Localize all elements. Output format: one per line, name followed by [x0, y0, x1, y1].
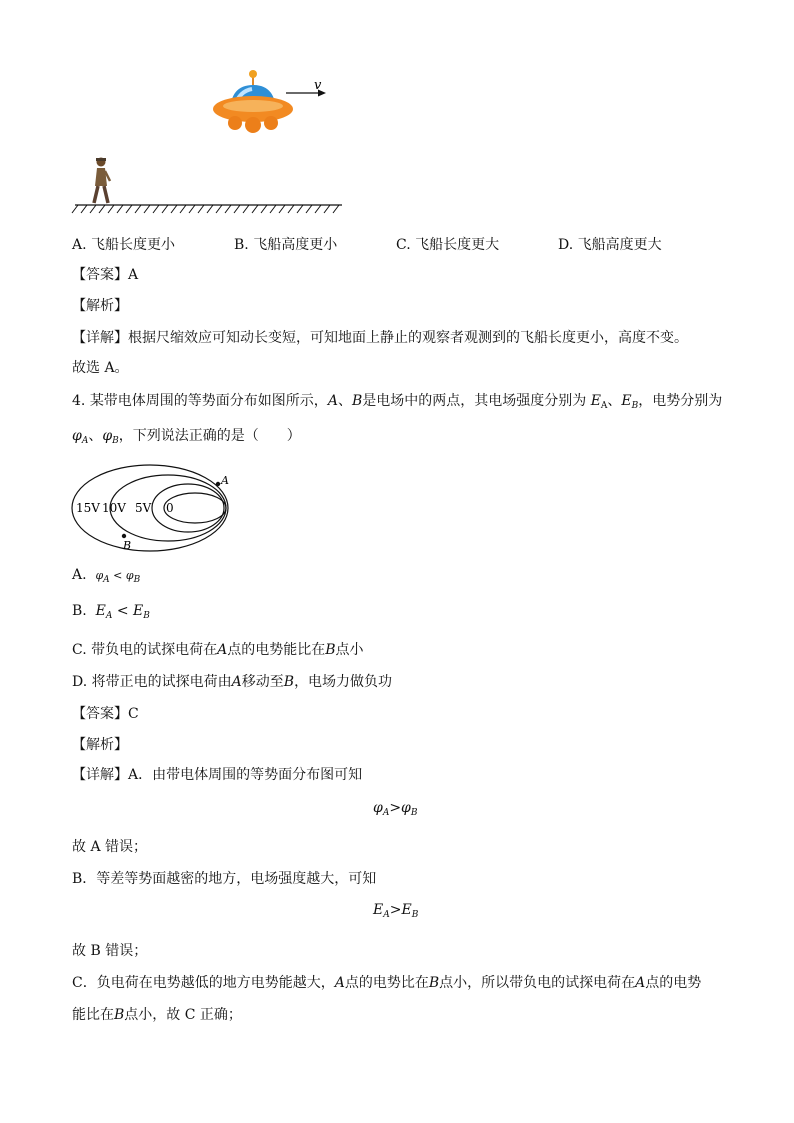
- hatch-mark: [108, 205, 114, 213]
- ufo-figure: [70, 65, 360, 220]
- q3-detail: 【详解】根据尺缩效应可知动长变短，可知地面上静止的观察者观测到的飞船长度更小，高度不变。: [72, 330, 688, 346]
- hatch-mark: [243, 205, 249, 213]
- point-b: [122, 534, 126, 538]
- q4-detail-c-line1: C．负电荷在电势越低的地方电势能越大，A点的电势比在B点小，所以带负电的试探电荷在A点的电势: [72, 975, 702, 991]
- q4-equation-phi: $\varphi_A>\varphi_B$: [373, 800, 418, 818]
- q3-option-b: B. 飞船高度更小: [234, 237, 338, 253]
- q4-option-b: B. $E_A < E_B$: [72, 603, 150, 621]
- hatch-mark: [162, 205, 168, 213]
- hatch-mark: [189, 205, 195, 213]
- ufo-pod: [245, 117, 261, 133]
- hatch-mark: [171, 205, 177, 213]
- label-15v: 15V: [76, 501, 100, 515]
- q4-wrong-a: 故 A 错误；: [72, 839, 148, 855]
- hatch-mark: [288, 205, 294, 213]
- point-a: [216, 482, 220, 486]
- q4-detail-b: B．等差等势面越密的地方，电场强度越大，可知: [72, 871, 377, 887]
- hatch-mark: [333, 205, 339, 213]
- label-5v: 5V: [135, 501, 152, 515]
- ufo-pod: [264, 116, 278, 130]
- q4-detail-c-line2: 能比在B点小，故 C 正确；: [72, 1007, 242, 1023]
- q3-analysis-heading: 【解析】: [72, 298, 128, 314]
- q4-option-c: C. 带负电的试探电荷在A点的电势能比在B点小: [72, 642, 364, 658]
- q4-option-a: A. $\varphi_A < \varphi_B$: [72, 567, 141, 585]
- q4-equation-e: $E_A>E_B$: [373, 902, 419, 920]
- q4-stem-line1: 4. 某带电体周围的等势面分布如图所示，A、B是电场中的两点，其电场强度分别为 $E_A$、$E_B$，电势分别为: [72, 393, 723, 411]
- hatch-mark: [135, 205, 141, 213]
- ground-hatching: [72, 205, 339, 213]
- hatch-mark: [153, 205, 159, 213]
- hatch-mark: [99, 205, 105, 213]
- hatch-mark: [261, 205, 267, 213]
- hatch-mark: [270, 205, 276, 213]
- observer-figure: [94, 158, 110, 204]
- q4-detail-a: 【详解】A．由带电体周围的等势面分布图可知: [72, 767, 363, 783]
- hatch-mark: [180, 205, 186, 213]
- q3-option-a: A. 飞船长度更小: [72, 237, 176, 253]
- hatch-mark: [225, 205, 231, 213]
- q4-answer: 【答案】C: [72, 706, 139, 722]
- label-10v: 10V: [102, 501, 126, 515]
- point-a-label: A: [221, 474, 229, 487]
- hatch-mark: [279, 205, 285, 213]
- ufo-pod: [228, 116, 242, 130]
- hatch-mark: [306, 205, 312, 213]
- q3-conclusion: 故选 A。: [72, 360, 129, 376]
- hatch-mark: [297, 205, 303, 213]
- hatch-mark: [117, 205, 123, 213]
- q4-wrong-b: 故 B 错误；: [72, 943, 148, 959]
- q3-option-c: C. 飞船长度更大: [396, 237, 500, 253]
- q3-option-d: D. 飞船高度更大: [558, 237, 662, 253]
- q4-option-d: D. 将带正电的试探电荷由A移动至B，电场力做负功: [72, 674, 393, 690]
- equipotential-5v: [152, 484, 224, 532]
- q4-analysis-heading: 【解析】: [72, 737, 128, 753]
- hatch-mark: [90, 205, 96, 213]
- hatch-mark: [252, 205, 258, 213]
- hatch-mark: [126, 205, 132, 213]
- hatch-mark: [81, 205, 87, 213]
- hatch-mark: [234, 205, 240, 213]
- velocity-label: v: [314, 78, 322, 93]
- label-0v: 0: [166, 501, 174, 515]
- hatch-mark: [72, 205, 78, 213]
- equipotential-figure: [70, 460, 240, 555]
- ufo-antenna-tip: [249, 70, 257, 78]
- hatch-mark: [216, 205, 222, 213]
- q4-stem-line2: $\varphi_A$、$\varphi_B$，下列说法正确的是（ ）: [72, 428, 301, 446]
- point-b-label: B: [123, 539, 132, 552]
- hatch-mark: [198, 205, 204, 213]
- q3-answer: 【答案】A: [72, 267, 139, 283]
- hatch-mark: [315, 205, 321, 213]
- hatch-mark: [207, 205, 213, 213]
- hatch-mark: [324, 205, 330, 213]
- hatch-mark: [144, 205, 150, 213]
